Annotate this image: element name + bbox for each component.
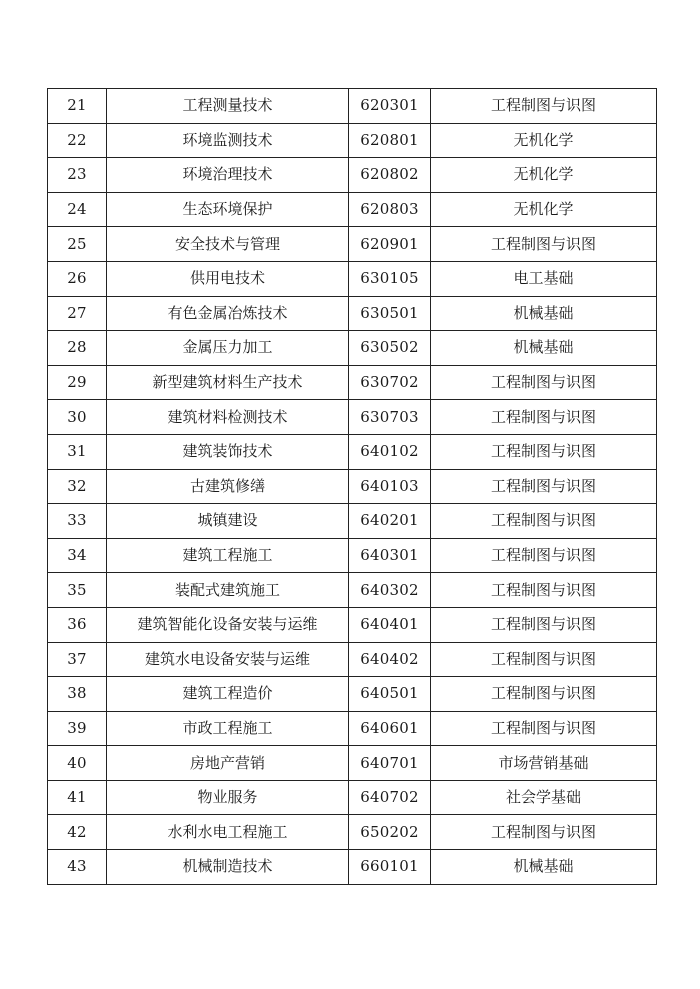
table-row	[48, 642, 657, 677]
majors-table	[47, 88, 657, 885]
major-code: 620301	[349, 89, 431, 124]
major-name: 供用电技术	[107, 261, 349, 296]
major-code: 650202	[349, 815, 431, 850]
table-row	[48, 331, 657, 366]
major-name: 工程测量技术	[107, 89, 349, 124]
exam-subject: 机械基础	[431, 850, 657, 885]
row-number: 21	[48, 89, 107, 124]
row-number: 34	[48, 538, 107, 573]
major-code: 630702	[349, 365, 431, 400]
table-row	[48, 261, 657, 296]
exam-subject: 无机化学	[431, 192, 657, 227]
exam-subject: 无机化学	[431, 123, 657, 158]
row-number: 39	[48, 711, 107, 746]
exam-subject: 工程制图与识图	[431, 607, 657, 642]
table-row	[48, 227, 657, 262]
major-name: 古建筑修缮	[107, 469, 349, 504]
exam-subject: 工程制图与识图	[431, 677, 657, 712]
major-code: 620803	[349, 192, 431, 227]
major-name: 市政工程施工	[107, 711, 349, 746]
table-row	[48, 850, 657, 885]
table-row	[48, 573, 657, 608]
major-name: 生态环境保护	[107, 192, 349, 227]
major-code: 640302	[349, 573, 431, 608]
exam-subject: 工程制图与识图	[431, 711, 657, 746]
exam-subject: 电工基础	[431, 261, 657, 296]
exam-subject: 机械基础	[431, 331, 657, 366]
major-name: 水利水电工程施工	[107, 815, 349, 850]
row-number: 26	[48, 261, 107, 296]
row-number: 41	[48, 780, 107, 815]
row-number: 32	[48, 469, 107, 504]
exam-subject: 工程制图与识图	[431, 89, 657, 124]
row-number: 42	[48, 815, 107, 850]
major-code: 640701	[349, 746, 431, 781]
exam-subject: 工程制图与识图	[431, 227, 657, 262]
row-number: 27	[48, 296, 107, 331]
exam-subject: 工程制图与识图	[431, 400, 657, 435]
major-code: 640702	[349, 780, 431, 815]
exam-subject: 工程制图与识图	[431, 504, 657, 539]
major-code: 630105	[349, 261, 431, 296]
major-code: 640201	[349, 504, 431, 539]
exam-subject: 工程制图与识图	[431, 642, 657, 677]
row-number: 40	[48, 746, 107, 781]
major-name: 装配式建筑施工	[107, 573, 349, 608]
table-row	[48, 296, 657, 331]
major-name: 环境治理技术	[107, 158, 349, 193]
exam-subject: 无机化学	[431, 158, 657, 193]
row-number: 31	[48, 434, 107, 469]
row-number: 33	[48, 504, 107, 539]
major-name: 环境监测技术	[107, 123, 349, 158]
major-name: 城镇建设	[107, 504, 349, 539]
major-name: 安全技术与管理	[107, 227, 349, 262]
table-row	[48, 780, 657, 815]
exam-subject: 工程制图与识图	[431, 815, 657, 850]
row-number: 43	[48, 850, 107, 885]
exam-subject: 社会学基础	[431, 780, 657, 815]
major-code: 640401	[349, 607, 431, 642]
major-code: 640102	[349, 434, 431, 469]
major-code: 640103	[349, 469, 431, 504]
major-code: 630502	[349, 331, 431, 366]
table-row	[48, 123, 657, 158]
major-name: 建筑水电设备安装与运维	[107, 642, 349, 677]
major-code: 660101	[349, 850, 431, 885]
table-row	[48, 434, 657, 469]
major-name: 有色金属冶炼技术	[107, 296, 349, 331]
table-row	[48, 400, 657, 435]
exam-subject: 工程制图与识图	[431, 538, 657, 573]
exam-subject: 工程制图与识图	[431, 434, 657, 469]
table-row	[48, 469, 657, 504]
table-row	[48, 192, 657, 227]
exam-subject: 工程制图与识图	[431, 469, 657, 504]
major-code: 630703	[349, 400, 431, 435]
major-code: 640402	[349, 642, 431, 677]
table-row	[48, 89, 657, 124]
table-row	[48, 504, 657, 539]
row-number: 28	[48, 331, 107, 366]
major-code: 640601	[349, 711, 431, 746]
row-number: 36	[48, 607, 107, 642]
table-row	[48, 815, 657, 850]
row-number: 38	[48, 677, 107, 712]
table-row	[48, 607, 657, 642]
major-name: 建筑材料检测技术	[107, 400, 349, 435]
exam-subject: 机械基础	[431, 296, 657, 331]
major-code: 640501	[349, 677, 431, 712]
table-row	[48, 677, 657, 712]
exam-subject: 市场营销基础	[431, 746, 657, 781]
major-name: 机械制造技术	[107, 850, 349, 885]
major-code: 620901	[349, 227, 431, 262]
table-row	[48, 158, 657, 193]
row-number: 23	[48, 158, 107, 193]
major-name: 房地产营销	[107, 746, 349, 781]
row-number: 22	[48, 123, 107, 158]
major-name: 建筑工程造价	[107, 677, 349, 712]
table-row	[48, 711, 657, 746]
major-name: 建筑工程施工	[107, 538, 349, 573]
exam-subject: 工程制图与识图	[431, 365, 657, 400]
major-code: 640301	[349, 538, 431, 573]
major-code: 620801	[349, 123, 431, 158]
table-body	[48, 89, 657, 885]
major-name: 建筑智能化设备安装与运维	[107, 607, 349, 642]
row-number: 29	[48, 365, 107, 400]
table-row	[48, 746, 657, 781]
major-name: 金属压力加工	[107, 331, 349, 366]
table-row	[48, 365, 657, 400]
major-code: 630501	[349, 296, 431, 331]
major-code: 620802	[349, 158, 431, 193]
major-name: 物业服务	[107, 780, 349, 815]
row-number: 25	[48, 227, 107, 262]
exam-subject: 工程制图与识图	[431, 573, 657, 608]
row-number: 24	[48, 192, 107, 227]
major-name: 新型建筑材料生产技术	[107, 365, 349, 400]
row-number: 37	[48, 642, 107, 677]
row-number: 30	[48, 400, 107, 435]
row-number: 35	[48, 573, 107, 608]
table-row	[48, 538, 657, 573]
major-name: 建筑装饰技术	[107, 434, 349, 469]
